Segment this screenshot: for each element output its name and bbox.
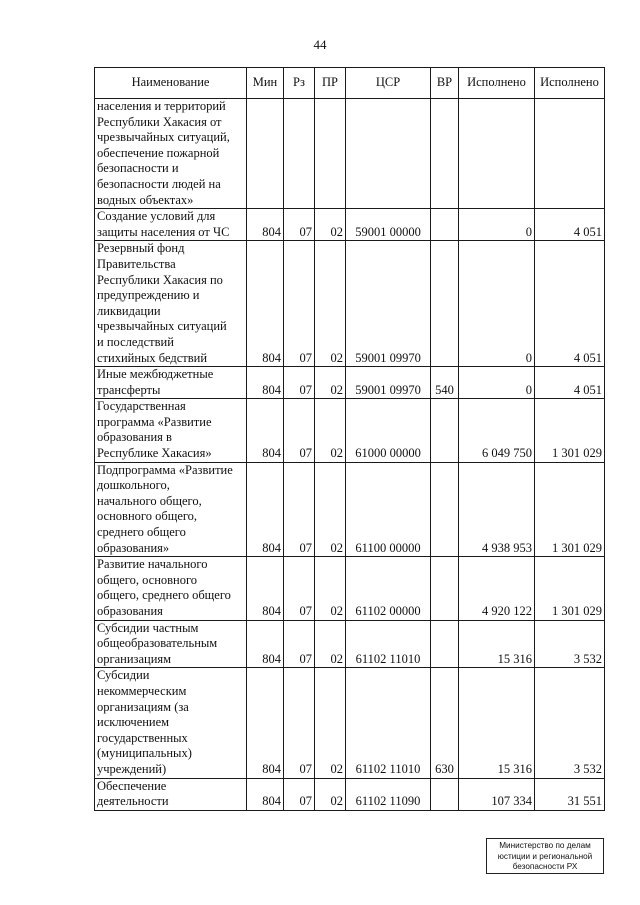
- name-line: Развитие начального: [97, 557, 208, 572]
- name-line: Республике Хакасия»: [97, 446, 212, 461]
- name-line: образования: [97, 604, 163, 618]
- page-number: 44: [313, 37, 327, 52]
- cell-rz: 07: [284, 620, 315, 668]
- table-body: [95, 99, 605, 811]
- table-row: [95, 209, 605, 241]
- cell-min: 804: [247, 557, 284, 620]
- name-line: трансферты: [97, 382, 161, 397]
- stamp-line: юстиции и региональной: [497, 851, 593, 861]
- name-line: дошкольного,: [97, 478, 170, 493]
- cell-rz: 07: [284, 462, 315, 557]
- name-line: населения и территорий: [97, 99, 226, 113]
- cell-executed-2: 31 551: [535, 778, 605, 810]
- name-line: Резервный фонд: [97, 241, 185, 256]
- name-line: защиты населения от ЧС: [97, 224, 230, 239]
- cell-min: 804: [247, 778, 284, 810]
- cell-csr: 61102 00000: [346, 557, 431, 620]
- cell-executed-1: 0: [459, 241, 535, 367]
- name-line: общеобразовательным: [97, 636, 218, 651]
- cell-vr: [431, 557, 459, 620]
- cell-csr: 61102 11010: [346, 620, 431, 668]
- table-row: [95, 462, 605, 557]
- cell-vr: [431, 399, 459, 462]
- header-pr: ПР: [315, 68, 346, 99]
- cell-vr: 540: [431, 367, 459, 399]
- cell-name: [95, 462, 247, 557]
- cell-rz: 07: [284, 557, 315, 620]
- cell-vr: [431, 99, 459, 209]
- cell-pr: 02: [315, 241, 346, 367]
- name-line: государственных: [97, 730, 188, 745]
- cell-executed-2: 4 051: [535, 209, 605, 241]
- cell-executed-2: 3 532: [535, 620, 605, 668]
- cell-pr: 02: [315, 209, 346, 241]
- name-line: Создание условий для: [97, 209, 216, 224]
- cell-executed-1: 15 316: [459, 620, 535, 668]
- name-line: общего, среднего общего: [97, 588, 231, 603]
- table-row: [95, 399, 605, 462]
- cell-pr: 02: [315, 778, 346, 810]
- header-rz: Рз: [284, 68, 315, 99]
- cell-min: 804: [247, 241, 284, 367]
- cell-rz: 07: [284, 778, 315, 810]
- name-line: (муниципальных): [97, 746, 192, 761]
- cell-csr: 59001 09970: [346, 241, 431, 367]
- cell-pr: 02: [315, 620, 346, 668]
- cell-vr: [431, 778, 459, 810]
- cell-executed-1: 6 049 750: [459, 399, 535, 462]
- cell-vr: [431, 241, 459, 367]
- cell-executed-1: [459, 99, 535, 209]
- cell-pr: 02: [315, 668, 346, 778]
- cell-csr: 59001 00000: [346, 209, 431, 241]
- cell-executed-2: 1 301 029: [535, 462, 605, 557]
- cell-rz: 07: [284, 399, 315, 462]
- cell-name: [95, 620, 247, 668]
- cell-executed-2: [535, 99, 605, 209]
- name-line: основного общего,: [97, 509, 198, 524]
- name-line: и последствий: [97, 334, 174, 349]
- cell-csr: [346, 99, 431, 209]
- name-line: начального общего,: [97, 493, 202, 508]
- header-executed-1: Исполнено: [459, 68, 535, 99]
- cell-rz: 07: [284, 241, 315, 367]
- name-line: чрезвычайных ситуаций: [97, 319, 227, 334]
- name-line: Субсидии: [97, 668, 150, 683]
- cell-min: 804: [247, 399, 284, 462]
- cell-pr: 02: [315, 367, 346, 399]
- cell-vr: [431, 209, 459, 241]
- cell-name: [95, 241, 247, 367]
- cell-csr: 61102 11010: [346, 668, 431, 778]
- name-line: водных объектах»: [97, 192, 194, 207]
- table-row: [95, 668, 605, 778]
- header-min: Мин: [247, 68, 284, 99]
- table-row: [95, 620, 605, 668]
- name-line: организациям: [97, 651, 172, 666]
- name-line: образования в: [97, 430, 172, 445]
- cell-executed-2: 4 051: [535, 241, 605, 367]
- cell-executed-2: 1 301 029: [535, 399, 605, 462]
- cell-executed-2: 3 532: [535, 668, 605, 778]
- name-line: Республики Хакасия по: [97, 272, 223, 287]
- name-line: некоммерческим: [97, 683, 187, 698]
- name-line: среднего общего: [97, 525, 186, 540]
- name-line: Правительства: [97, 256, 176, 271]
- cell-min: 804: [247, 462, 284, 557]
- name-line: Иные межбюджетные: [97, 367, 214, 382]
- cell-name: [95, 399, 247, 462]
- cell-executed-2: 4 051: [535, 367, 605, 399]
- name-line: общего, основного: [97, 572, 198, 587]
- table-row: [95, 367, 605, 399]
- cell-executed-2: 1 301 029: [535, 557, 605, 620]
- name-line: программа «Развитие: [97, 414, 212, 429]
- name-line: ликвидации: [97, 303, 161, 318]
- cell-executed-1: 0: [459, 209, 535, 241]
- cell-executed-1: 0: [459, 367, 535, 399]
- name-line: Подпрограмма «Развитие: [97, 462, 233, 477]
- cell-rz: 07: [284, 209, 315, 241]
- header-name: Наименование: [95, 68, 247, 99]
- name-line: Республики Хакасия от: [97, 114, 222, 129]
- header-vr: ВР: [431, 68, 459, 99]
- name-line: чрезвычайных ситуаций,: [97, 130, 230, 145]
- cell-name: [95, 209, 247, 241]
- cell-vr: 630: [431, 668, 459, 778]
- name-line: безопасности и: [97, 161, 179, 176]
- table-row: [95, 241, 605, 367]
- cell-pr: [315, 99, 346, 209]
- header-executed-2: Исполнено: [535, 68, 605, 99]
- name-line: безопасности людей на: [97, 176, 221, 191]
- table-row: [95, 99, 605, 209]
- name-line: обеспечение пожарной: [97, 145, 220, 160]
- cell-name: [95, 668, 247, 778]
- name-line: стихийных бедствий: [97, 350, 208, 365]
- name-line: организациям (за: [97, 699, 189, 714]
- name-line: исключением: [97, 715, 170, 730]
- cell-pr: 02: [315, 399, 346, 462]
- cell-csr: 61000 00000: [346, 399, 431, 462]
- cell-csr: 61102 11090: [346, 778, 431, 810]
- name-line: образования»: [97, 540, 170, 555]
- table-row: [95, 557, 605, 620]
- name-line: предупреждению и: [97, 288, 200, 303]
- name-line: деятельности: [97, 794, 169, 809]
- stamp-line: безопасности РХ: [512, 862, 578, 871]
- cell-min: 804: [247, 367, 284, 399]
- cell-min: 804: [247, 209, 284, 241]
- header-csr: ЦСР: [346, 68, 431, 99]
- cell-min: [247, 99, 284, 209]
- cell-vr: [431, 620, 459, 668]
- name-line: Государственная: [97, 399, 186, 414]
- cell-vr: [431, 462, 459, 557]
- name-line: учреждений): [97, 761, 167, 776]
- cell-name: [95, 367, 247, 399]
- budget-table: [94, 67, 605, 811]
- cell-executed-1: 4 938 953: [459, 462, 535, 557]
- stamp-line: Министерство по делам: [499, 841, 591, 850]
- name-line: Обеспечение: [97, 778, 167, 793]
- cell-rz: 07: [284, 668, 315, 778]
- cell-executed-1: 15 316: [459, 668, 535, 778]
- table-row: [95, 778, 605, 810]
- ministry-stamp: [486, 838, 604, 874]
- cell-csr: 59001 09970: [346, 367, 431, 399]
- cell-rz: [284, 99, 315, 209]
- table-header-row: [95, 68, 605, 99]
- cell-executed-1: 4 920 122: [459, 557, 535, 620]
- cell-min: 804: [247, 668, 284, 778]
- cell-rz: 07: [284, 367, 315, 399]
- cell-pr: 02: [315, 557, 346, 620]
- cell-min: 804: [247, 620, 284, 668]
- name-line: Субсидии частным: [97, 620, 199, 635]
- cell-name: [95, 557, 247, 620]
- cell-name: [95, 778, 247, 810]
- cell-name: [95, 99, 247, 209]
- cell-pr: 02: [315, 462, 346, 557]
- cell-csr: 61100 00000: [346, 462, 431, 557]
- cell-executed-1: 107 334: [459, 778, 535, 810]
